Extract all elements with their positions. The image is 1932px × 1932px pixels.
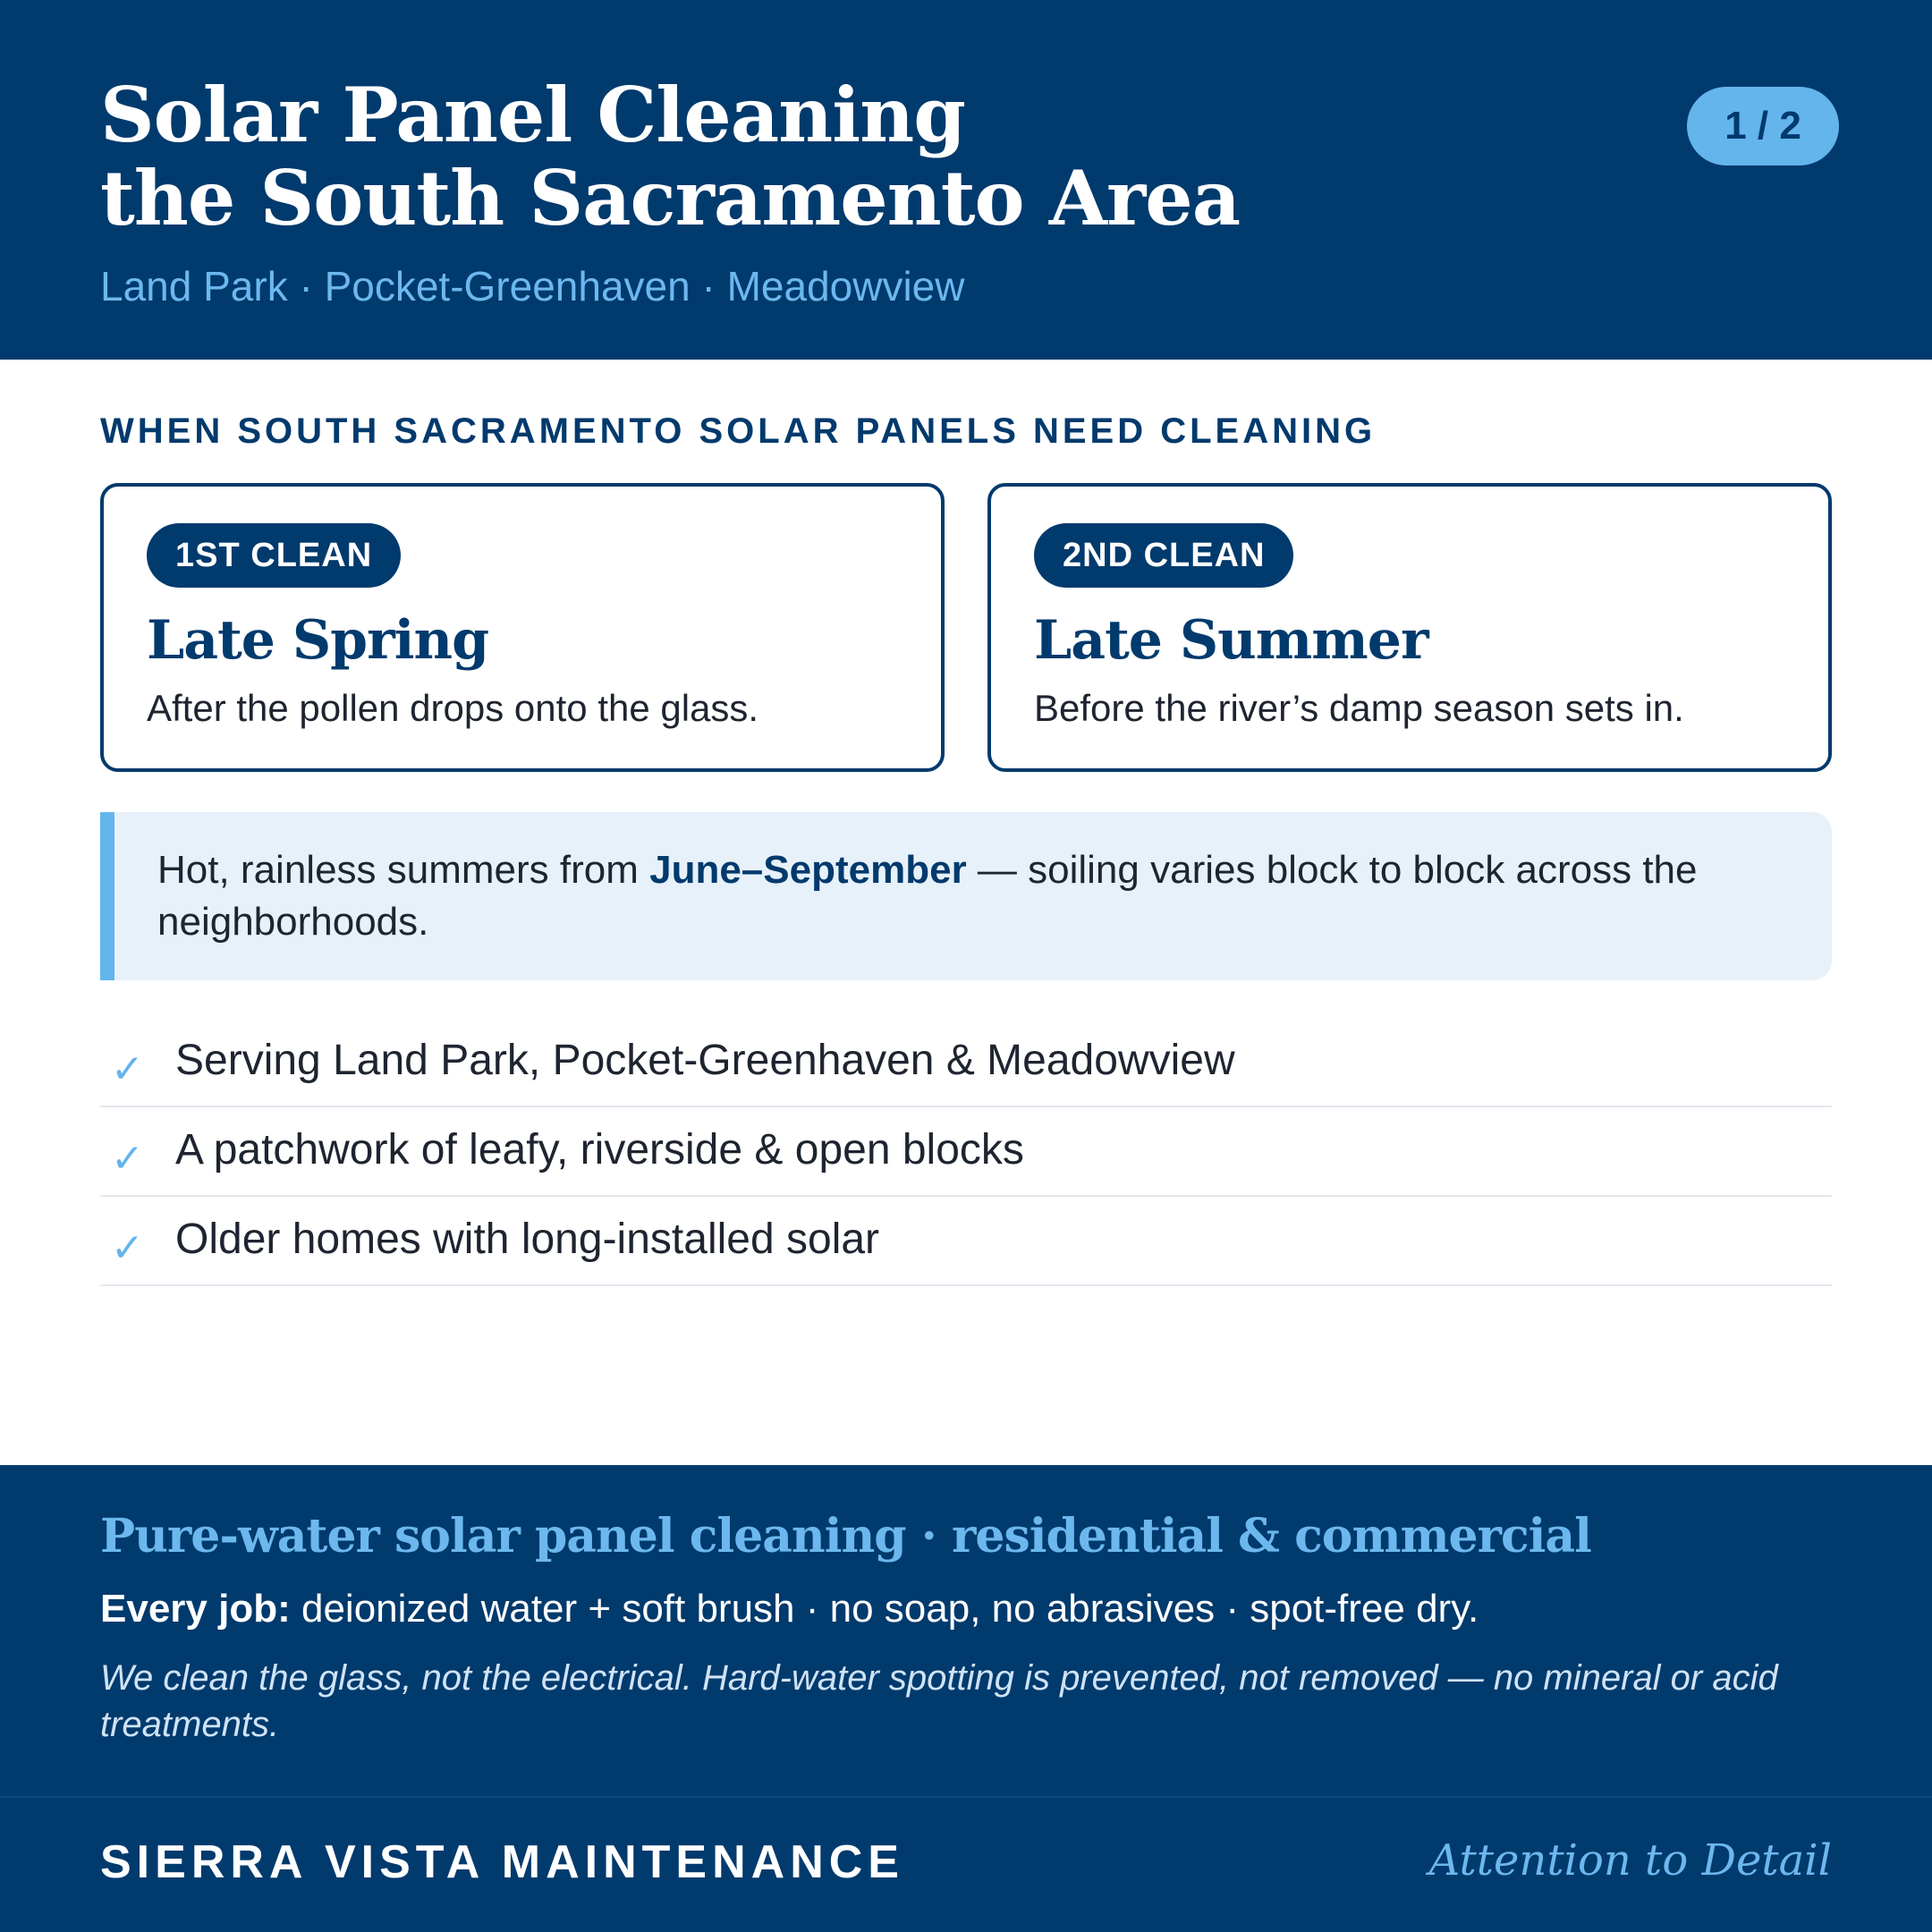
neighborhoods-subtitle: Land Park · Pocket-Greenhaven · Meadowview [100,263,965,309]
section-heading: WHEN SOUTH SACRAMENTO SOLAR PANELS NEED CLEANING [100,411,1377,451]
list-item-text: A patchwork of leafy, riverside & open blocks [175,1126,1024,1174]
callout-text-after: — soiling varies block to block across the neighborhoods. [157,848,1698,944]
every-job-line [100,1583,1479,1635]
list-item-text: Older homes with long-installed solar [175,1216,880,1263]
header-banner [0,0,1932,360]
every-job-text: deionized water + soft brush · no soap, no abrasives · spot-free dry. [290,1587,1479,1631]
first-clean-card [100,483,945,772]
season-title: Late Spring [147,609,489,672]
disclaimer-text: We clean the glass, not the electrical. Hard-water spotting is prevented, not removed — no mineral or acid treatments. [100,1658,1778,1744]
footer-banner [0,1465,1932,1932]
every-job-label: Every job: [100,1587,291,1631]
title-line-2: the South Sacramento Area [100,154,1241,242]
page-indicator-badge: 1 / 2 [1687,87,1839,165]
season-title: Late Summer [1034,609,1428,672]
check-icon: ✓ [111,1046,144,1092]
callout-highlight: June–September [649,848,967,892]
second-clean-card [987,483,1832,772]
list-item [100,1107,1832,1197]
brand-name: SIERRA VISTA MAINTENANCE [100,1836,904,1888]
check-icon: ✓ [111,1225,144,1271]
brand-tagline: Attention to Detail [1428,1835,1832,1885]
callout-text [157,844,1803,948]
footer-divider [0,1796,1932,1798]
season-description: Before the river’s damp season sets in. [1034,687,1684,729]
clean-tag: 2ND CLEAN [1034,523,1293,588]
season-description: After the pollen drops onto the glass. [147,687,759,729]
climate-callout [100,812,1832,980]
check-icon: ✓ [111,1136,144,1182]
clean-tag: 1ST CLEAN [147,523,401,588]
callout-text-before: Hot, rainless summers from [157,848,650,892]
page-title [100,73,1621,240]
list-item-text: Serving Land Park, Pocket-Greenhaven & Meadowview [175,1037,1235,1084]
service-line: Pure-water solar panel cleaning · residential & commercial [100,1509,1591,1563]
title-line-1: Solar Panel Cleaning [100,71,965,159]
feature-checklist [100,1018,1832,1286]
list-item [100,1018,1832,1107]
list-item [100,1197,1832,1286]
